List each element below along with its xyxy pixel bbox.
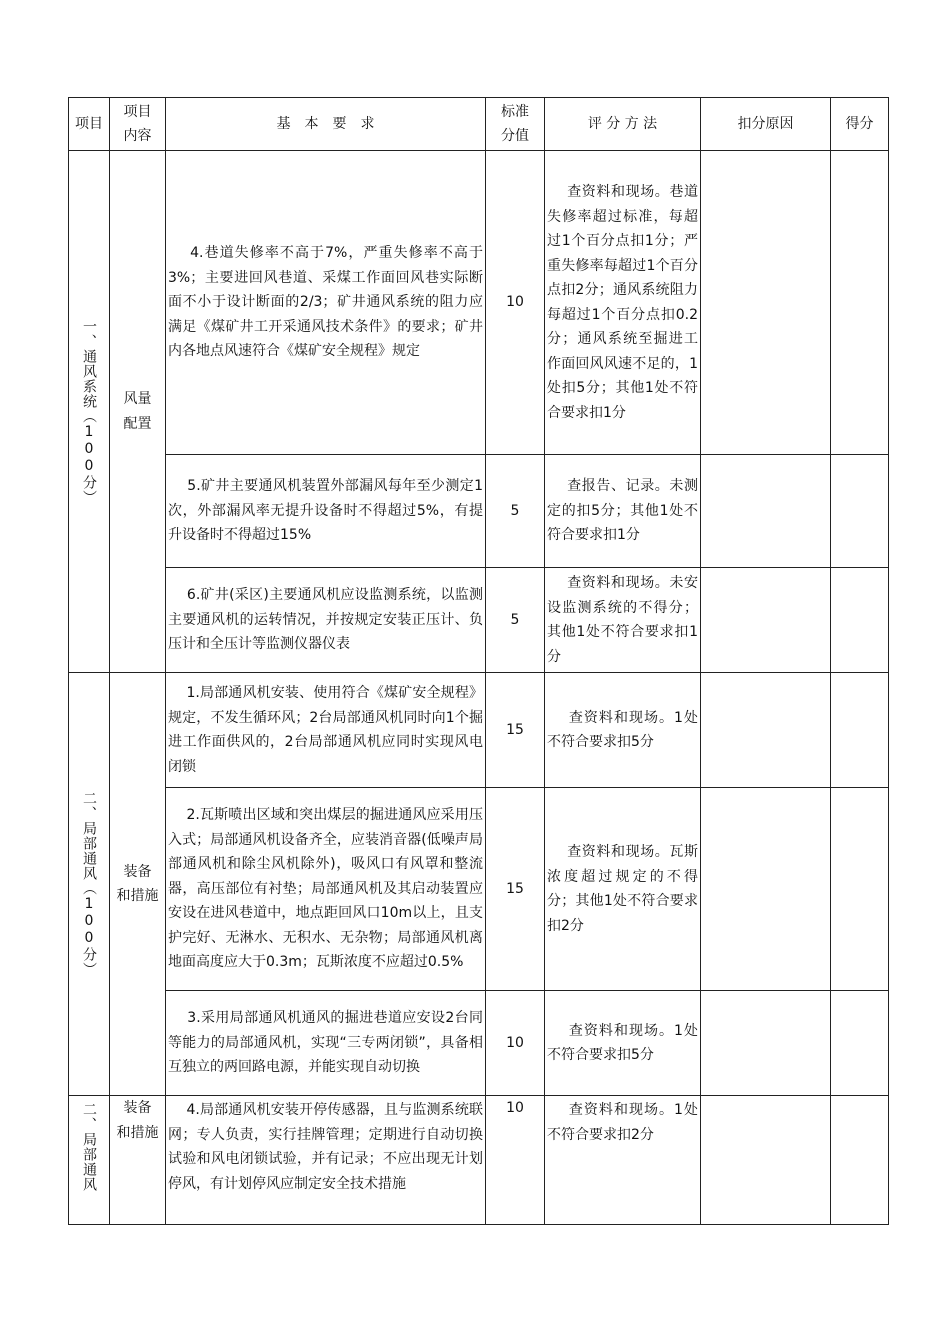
reason-cell[interactable] (701, 991, 831, 1096)
method-cell: 查资料和现场。1处不符合要求扣2分 (545, 1096, 701, 1225)
table-row (69, 455, 889, 568)
scoring-table (68, 97, 889, 1225)
header-method: 评 分 方 法 (545, 98, 701, 151)
requirement-cell: 5.矿井主要通风机装置外部漏风每年至少测定1次，外部漏风率无提升设备时不得超过5%，有提升设备时不得超过15% (166, 455, 486, 568)
requirement-cell: 1.局部通风机安装、使用符合《煤矿安全规程》规定，不发生循环风；2台局部通风机同时向1个掘进工作面供风的，2台局部通风机应同时实现风电闭锁 (166, 673, 486, 788)
category-label: 装备 和措施 (116, 1100, 159, 1141)
points-cell[interactable] (831, 151, 889, 455)
reason-cell[interactable] (701, 1096, 831, 1225)
points-cell[interactable] (831, 1096, 889, 1225)
header-row (69, 98, 889, 151)
category-cell (110, 151, 166, 673)
category-label: 风量 配置 (123, 391, 152, 432)
section-label: 一、通风系统（100分） (81, 318, 97, 505)
requirement-cell: 3.采用局部通风机通风的掘进巷道应安设2台同等能力的局部通风机，实现“三专两闭锁”，具备相互独立的两回路电源，并能实现自动切换 (166, 991, 486, 1096)
header-content: 项目 内容 (110, 98, 166, 151)
reason-cell[interactable] (701, 788, 831, 991)
score-cell: 10 (486, 991, 545, 1096)
method-cell: 查报告、记录。未测定的扣5分；其他1处不符合要求扣1分 (545, 455, 701, 568)
points-cell[interactable] (831, 788, 889, 991)
points-cell[interactable] (831, 673, 889, 788)
table-row (69, 788, 889, 991)
method-cell: 查资料和现场。1处不符合要求扣5分 (545, 673, 701, 788)
section-label: 二、局部通风（100分） (81, 791, 97, 977)
score-cell: 10 (486, 1096, 545, 1225)
points-cell[interactable] (831, 568, 889, 673)
score-cell: 5 (486, 455, 545, 568)
reason-cell[interactable] (701, 568, 831, 673)
method-cell: 查资料和现场。瓦斯浓度超过规定的不得分；其他1处不符合要求扣2分 (545, 788, 701, 991)
category-cell (110, 673, 166, 1096)
score-cell: 15 (486, 788, 545, 991)
requirement-cell: 2.瓦斯喷出区域和突出煤层的掘进通风应采用压入式；局部通风机设备齐全，应装消音器(低噪声局部通风机和除尘风机除外)，吸风口有风罩和整流器，高压部位有衬垫；局部通风机及其启动装置应安设在进风巷道中，地点距回风口10m以上，且支护完好、无淋水、无积水、无杂物；局部通风机离地面高度应大于0.3m；瓦斯浓度不应超过0.5% (166, 788, 486, 991)
reason-cell[interactable] (701, 151, 831, 455)
table-row (69, 568, 889, 673)
method-cell: 查资料和现场。巷道失修率超过标准，每超过1个百分点扣1分；严重失修率每超过1个百分点扣2分；通风系统阻力每超过1个百分点扣0.2分；通风系统至掘进工作面回风风速不足的，1处扣5分；其他1处不符合要求扣1分 (545, 151, 701, 455)
method-cell: 查资料和现场。未安设监测系统的不得分；其他1处不符合要求扣1分 (545, 568, 701, 673)
section-label: 二、局部通风 (81, 1102, 97, 1192)
header-score: 标准 分值 (486, 98, 545, 151)
section-cell (69, 673, 110, 1096)
header-requirement: 基 本 要 求 (166, 98, 486, 151)
category-label: 装备 和措施 (116, 863, 159, 904)
section-cell (69, 151, 110, 673)
table-row (69, 673, 889, 788)
points-cell[interactable] (831, 991, 889, 1096)
table-row (69, 1096, 889, 1225)
category-cell (110, 1096, 166, 1225)
header-item: 项目 (69, 98, 110, 151)
method-cell: 查资料和现场。1处不符合要求扣5分 (545, 991, 701, 1096)
requirement-cell: 6.矿井(采区)主要通风机应设监测系统，以监测主要通风机的运转情况，并按规定安装正压计、负压计和全压计等监测仪器仪表 (166, 568, 486, 673)
score-cell: 5 (486, 568, 545, 673)
header-reason: 扣分原因 (701, 98, 831, 151)
reason-cell[interactable] (701, 455, 831, 568)
score-cell: 15 (486, 673, 545, 788)
table-row (69, 151, 889, 455)
reason-cell[interactable] (701, 673, 831, 788)
points-cell[interactable] (831, 455, 889, 568)
requirement-cell: 4.巷道失修率不高于7%，严重失修率不高于3%；主要进回风巷道、采煤工作面回风巷实际断面不小于设计断面的2/3；矿井通风系统的阻力应满足《煤矿井工开采通风技术条件》的要求；矿井内各地点风速符合《煤矿安全规程》规定 (166, 151, 486, 455)
requirement-cell: 4.局部通风机安装开停传感器，且与监测系统联网；专人负责，实行挂牌管理；定期进行自动切换试验和风电闭锁试验，并有记录；不应出现无计划停风，有计划停风应制定安全技术措施 (166, 1096, 486, 1225)
header-points: 得分 (831, 98, 889, 151)
table-row (69, 991, 889, 1096)
section-cell (69, 1096, 110, 1225)
score-cell: 10 (486, 151, 545, 455)
